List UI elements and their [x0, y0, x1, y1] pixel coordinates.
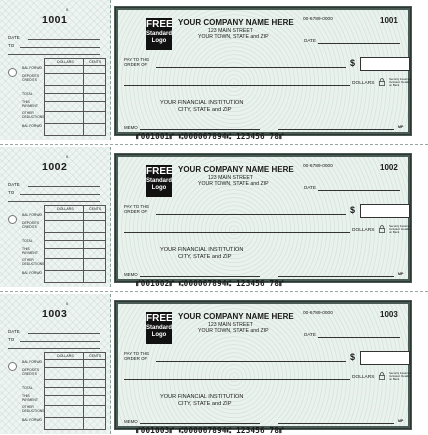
company-street: 123 MAIN STREET [208, 322, 253, 328]
ledger-rule [45, 258, 105, 259]
bank-city: CITY, STATE and ZIP [178, 107, 232, 113]
company-street: 123 MAIN STREET [208, 175, 253, 181]
memo-label: MEMO [124, 419, 138, 424]
stub-to-line [20, 47, 100, 48]
date-field[interactable] [318, 190, 400, 191]
check-stub [0, 0, 111, 140]
payee-field[interactable] [156, 214, 346, 215]
ledger-rule [45, 248, 105, 249]
ledger-this-payment-label: THIS PAYMENT [22, 247, 38, 255]
dollars-label: DOLLARS [352, 228, 375, 233]
ledger-total-label: TOTAL [22, 386, 33, 390]
stub-date-label: DATE [8, 182, 20, 187]
ledger-bal-forward-bottom-label: BAL FORWD [22, 418, 42, 422]
security-note: Security Features Included. Details on Back. [389, 77, 411, 88]
stub-ledger [44, 58, 106, 136]
ledger-rule [45, 240, 105, 241]
stub-ledger [44, 205, 106, 283]
check-number: 1003 [380, 310, 398, 319]
written-amount-field[interactable] [124, 232, 350, 233]
ledger-rule [45, 395, 105, 396]
stub-to-line [20, 341, 100, 342]
check-face [114, 6, 412, 141]
ledger-total-label: TOTAL [22, 239, 33, 243]
ledger-bal-forward-bottom-label: BAL FORWD [22, 271, 42, 275]
routing-fraction: 00-6789-0000 [303, 17, 333, 22]
mp-mark: MP [398, 419, 404, 423]
ledger-rule [45, 101, 105, 102]
ledger-rule [45, 220, 105, 221]
logo-free-text: FREE [146, 313, 173, 324]
company-city: YOUR TOWN, STATE and ZIP [198, 34, 269, 40]
ledger-total-label: TOTAL [22, 92, 33, 96]
check-stub [0, 294, 111, 434]
ledger-this-payment-label: THIS PAYMENT [22, 394, 38, 402]
stub-check-number: 1002 [42, 161, 68, 173]
ledger-bal-forward-label: BAL FORWD [22, 66, 42, 70]
ledger-cents-header: CENTS [89, 59, 102, 64]
ledger-other-deductions-label: OTHER DEDUCTIONS [22, 258, 45, 266]
dollars-label: DOLLARS [352, 81, 375, 86]
stub-fraction: 0 [66, 301, 69, 306]
company-name: YOUR COMPANY NAME HERE [178, 312, 294, 321]
micr-line: ⑈001003⑈ ⑆000067894⑆ 123456 78⑈ [136, 426, 284, 435]
ledger-bal-forward-label: BAL FORWD [22, 213, 42, 217]
bank-city: CITY, STATE and ZIP [178, 254, 232, 260]
bank-city: CITY, STATE and ZIP [178, 401, 232, 407]
check-row [0, 147, 428, 287]
ledger-rule [45, 111, 105, 112]
memo-field[interactable] [140, 423, 260, 424]
logo-logo-text: Logo [151, 185, 167, 191]
stub-to-label: TO [8, 43, 15, 48]
memo-label: MEMO [124, 125, 138, 130]
stub-date-line [28, 39, 100, 40]
bank-name: YOUR FINANCIAL INSTITUTION [160, 100, 244, 106]
stub-to-label: TO [8, 337, 15, 342]
security-note: Security Features Included. Details on Back. [389, 371, 411, 382]
ledger-rule [45, 379, 105, 380]
date-label: DATE [304, 38, 316, 43]
stub-to-label: TO [8, 190, 15, 195]
company-city: YOUR TOWN, STATE and ZIP [198, 328, 269, 334]
date-label: DATE [304, 332, 316, 337]
logo-standard-text: Standard [146, 178, 173, 184]
ledger-dollars-header: DOLLARS [57, 206, 74, 211]
check-face [114, 153, 412, 288]
ledger-deposits-label: DEPOSITS CREDITS [22, 221, 40, 229]
signature-field[interactable] [278, 423, 394, 424]
check-stub [0, 147, 111, 287]
amount-field[interactable] [360, 204, 410, 218]
mp-mark: MP [398, 125, 404, 129]
ledger-cents-header: CENTS [89, 206, 102, 211]
ledger-rule [45, 417, 105, 418]
amount-field[interactable] [360, 57, 410, 71]
dollar-sign: $ [350, 352, 356, 362]
ledger-bal-forward-bottom-label: BAL FORWD [22, 124, 42, 128]
pay-to-label: PAY TO THE ORDER OF [124, 57, 150, 67]
routing-fraction: 00-6789-0000 [303, 311, 333, 316]
company-name: YOUR COMPANY NAME HERE [178, 165, 294, 174]
memo-label: MEMO [124, 272, 138, 277]
stub-date-line [28, 186, 100, 187]
check-face [114, 300, 412, 435]
stub-ledger [44, 352, 106, 430]
logo-free-text: FREE [146, 19, 173, 30]
ledger-cents-header: CENTS [89, 353, 102, 358]
logo-logo-text: Logo [151, 38, 167, 44]
stub-date-label: DATE [8, 35, 20, 40]
bank-name: YOUR FINANCIAL INSTITUTION [160, 394, 244, 400]
written-amount-field[interactable] [124, 379, 350, 380]
logo-standard-text: Standard [146, 325, 173, 331]
ledger-rule [45, 232, 105, 233]
logo-standard-text: Standard [146, 31, 173, 37]
ledger-deposits-label: DEPOSITS CREDITS [22, 368, 40, 376]
ledger-rule [45, 85, 105, 86]
ledger-this-payment-label: THIS PAYMENT [22, 100, 38, 108]
ledger-other-deductions-label: OTHER DEDUCTIONS [22, 405, 45, 413]
written-amount-field[interactable] [124, 85, 350, 86]
check-number: 1002 [380, 163, 398, 172]
micr-line: ⑈001001⑈ ⑆000067894⑆ 123456 78⑈ [136, 132, 284, 141]
padlock-icon [378, 372, 386, 380]
dollars-label: DOLLARS [352, 375, 375, 380]
ledger-rule [45, 270, 105, 271]
ledger-bal-forward-label: BAL FORWD [22, 360, 42, 364]
padlock-icon [378, 78, 386, 86]
stub-for-line [8, 348, 100, 349]
check-number: 1001 [380, 16, 398, 25]
mp-mark: MP [398, 272, 404, 276]
stub-date-label: DATE [8, 329, 20, 334]
memo-field[interactable] [140, 276, 260, 277]
ledger-other-deductions-label: OTHER DEDUCTIONS [22, 111, 45, 119]
company-logo [146, 18, 172, 50]
check-row [0, 0, 428, 140]
ledger-deposits-label: DEPOSITS CREDITS [22, 74, 40, 82]
binder-hole [8, 362, 17, 371]
signature-field[interactable] [278, 276, 394, 277]
perforation-line [0, 144, 428, 145]
signature-field[interactable] [278, 129, 394, 130]
ledger-rule [45, 93, 105, 94]
security-note: Security Features Included. Details on Back. [389, 224, 411, 235]
stub-for-line [8, 201, 100, 202]
date-field[interactable] [318, 43, 400, 44]
ledger-rule [45, 212, 105, 213]
stub-fraction: 0 [66, 154, 69, 159]
memo-field[interactable] [140, 129, 260, 130]
company-city: YOUR TOWN, STATE and ZIP [198, 181, 269, 187]
date-field[interactable] [318, 337, 400, 338]
logo-logo-text: Logo [151, 332, 167, 338]
company-logo [146, 165, 172, 197]
ledger-rule [45, 65, 105, 66]
bank-name: YOUR FINANCIAL INSTITUTION [160, 247, 244, 253]
stub-to-line [20, 194, 100, 195]
dollar-sign: $ [350, 58, 356, 68]
pay-to-label: PAY TO THE ORDER OF [124, 204, 150, 214]
stub-for-line [8, 54, 100, 55]
logo-free-text: FREE [146, 166, 173, 177]
stub-check-number: 1003 [42, 308, 68, 320]
ledger-rule [45, 367, 105, 368]
amount-field[interactable] [360, 351, 410, 365]
ledger-rule [45, 359, 105, 360]
company-name: YOUR COMPANY NAME HERE [178, 18, 294, 27]
payee-field[interactable] [156, 361, 346, 362]
date-label: DATE [304, 185, 316, 190]
routing-fraction: 00-6789-0000 [303, 164, 333, 169]
ledger-dollars-header: DOLLARS [57, 59, 74, 64]
payee-field[interactable] [156, 67, 346, 68]
perforation-line [0, 291, 428, 292]
dollar-sign: $ [350, 205, 356, 215]
micr-line: ⑈001002⑈ ⑆000067894⑆ 123456 78⑈ [136, 279, 284, 288]
check-row [0, 294, 428, 434]
binder-hole [8, 215, 17, 224]
ledger-rule [45, 73, 105, 74]
ledger-rule [45, 387, 105, 388]
pay-to-label: PAY TO THE ORDER OF [124, 351, 150, 361]
padlock-icon [378, 225, 386, 233]
binder-hole [8, 68, 17, 77]
stub-check-number: 1001 [42, 14, 68, 26]
stub-date-line [28, 333, 100, 334]
ledger-rule [45, 405, 105, 406]
company-logo [146, 312, 172, 344]
company-street: 123 MAIN STREET [208, 28, 253, 34]
ledger-dollars-header: DOLLARS [57, 353, 74, 358]
stub-fraction: 0 [66, 7, 69, 12]
ledger-rule [45, 123, 105, 124]
